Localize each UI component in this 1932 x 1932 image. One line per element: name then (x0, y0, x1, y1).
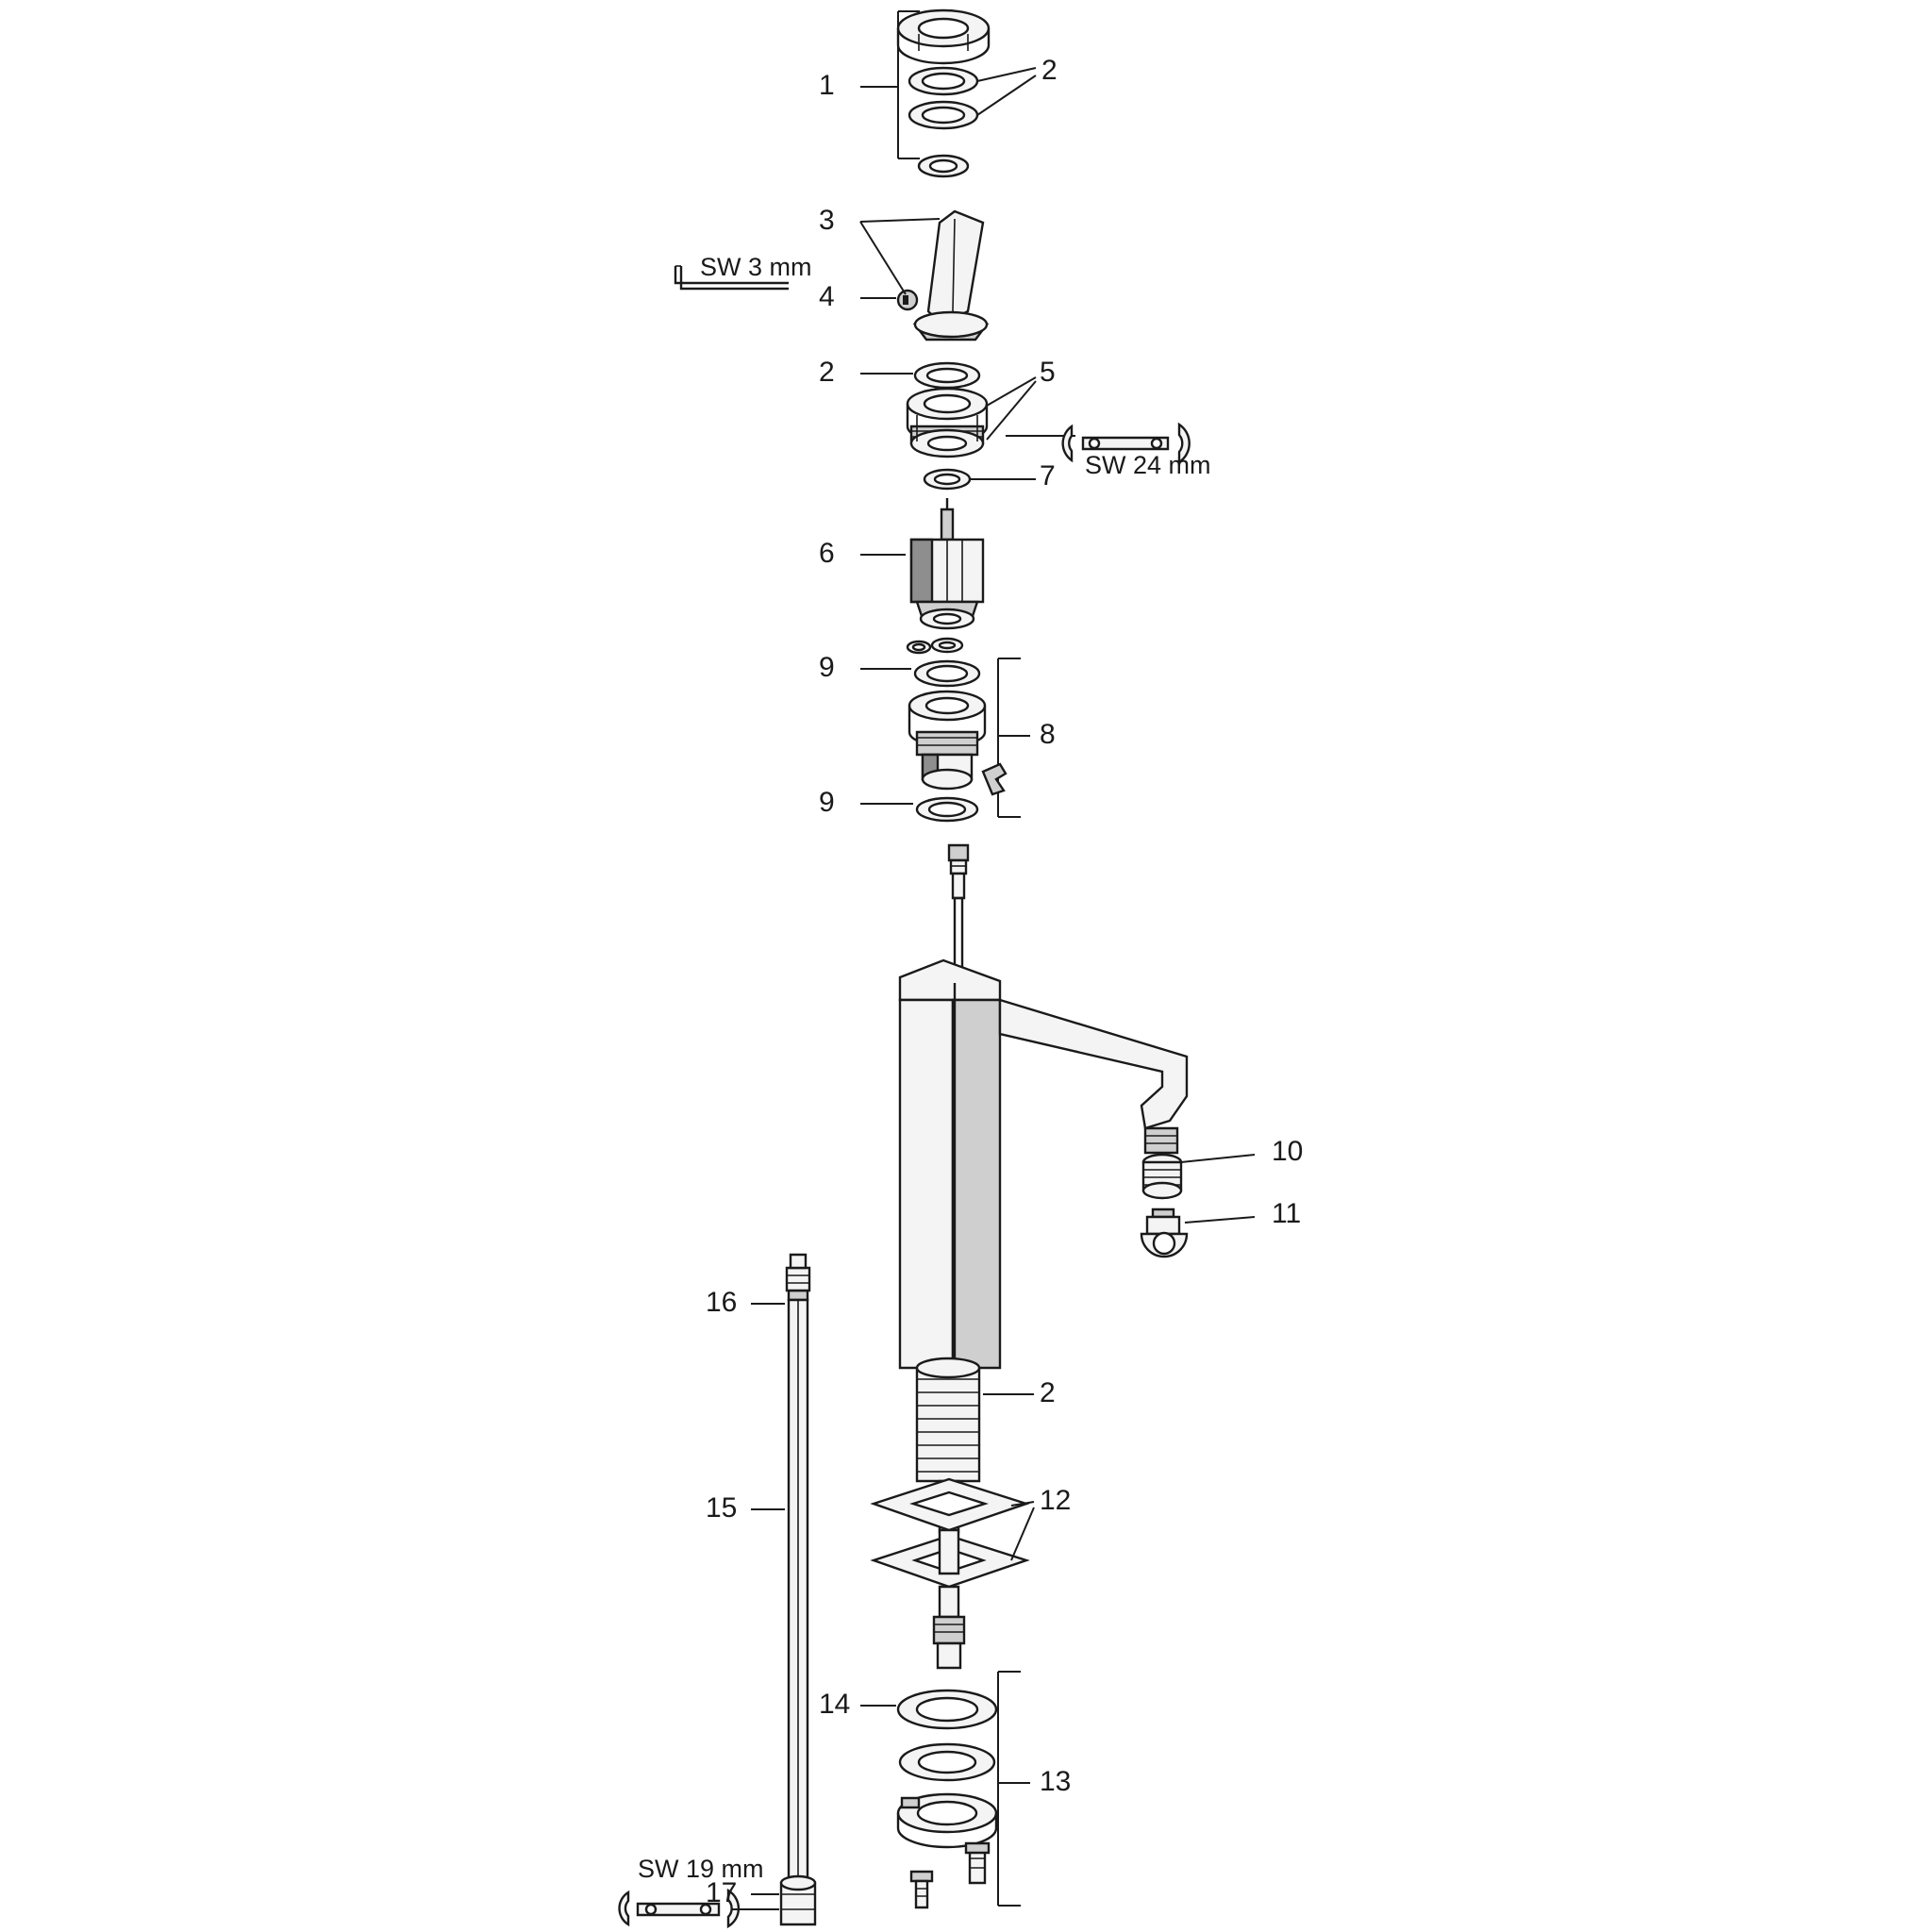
tool-label-sw3: SW 3 mm (700, 253, 812, 281)
callout-10: 10 (1272, 1136, 1304, 1167)
callout-16: 16 (706, 1287, 738, 1318)
tool-label-sw24: SW 24 mm (1085, 451, 1211, 479)
callout-15: 15 (706, 1492, 738, 1524)
part-group-hose (620, 1255, 815, 1932)
part-group-2-5 (860, 363, 1190, 462)
callout-2c: 2 (1040, 1377, 1056, 1408)
callout-2b: 2 (819, 357, 835, 388)
callout-4: 4 (819, 281, 835, 312)
callout-17: 17 (706, 1877, 738, 1908)
tool-label-sw19: SW 19 mm (638, 1855, 764, 1883)
lower-shank (934, 1530, 964, 1668)
callout-3: 3 (819, 205, 835, 236)
shank-threads (917, 1358, 979, 1481)
part-group-7-6 (860, 470, 1036, 653)
part-group-14-13 (860, 1672, 1030, 1907)
callout-9a: 9 (819, 652, 835, 683)
callout-6: 6 (819, 538, 835, 569)
callout-11: 11 (1272, 1198, 1302, 1229)
callout-13: 13 (1040, 1766, 1072, 1797)
callout-7: 7 (1040, 460, 1056, 491)
part-group-10-11 (1141, 1155, 1255, 1257)
callout-5: 5 (1040, 357, 1056, 388)
callout-12: 12 (1040, 1485, 1072, 1516)
part-group-1 (860, 10, 1036, 176)
callout-8: 8 (1040, 719, 1056, 750)
callout-1: 1 (819, 70, 835, 101)
callout-9b: 9 (819, 787, 835, 818)
part-group-8-9 (860, 658, 1030, 821)
callout-14: 14 (819, 1689, 851, 1720)
callout-2a: 2 (1041, 55, 1058, 86)
